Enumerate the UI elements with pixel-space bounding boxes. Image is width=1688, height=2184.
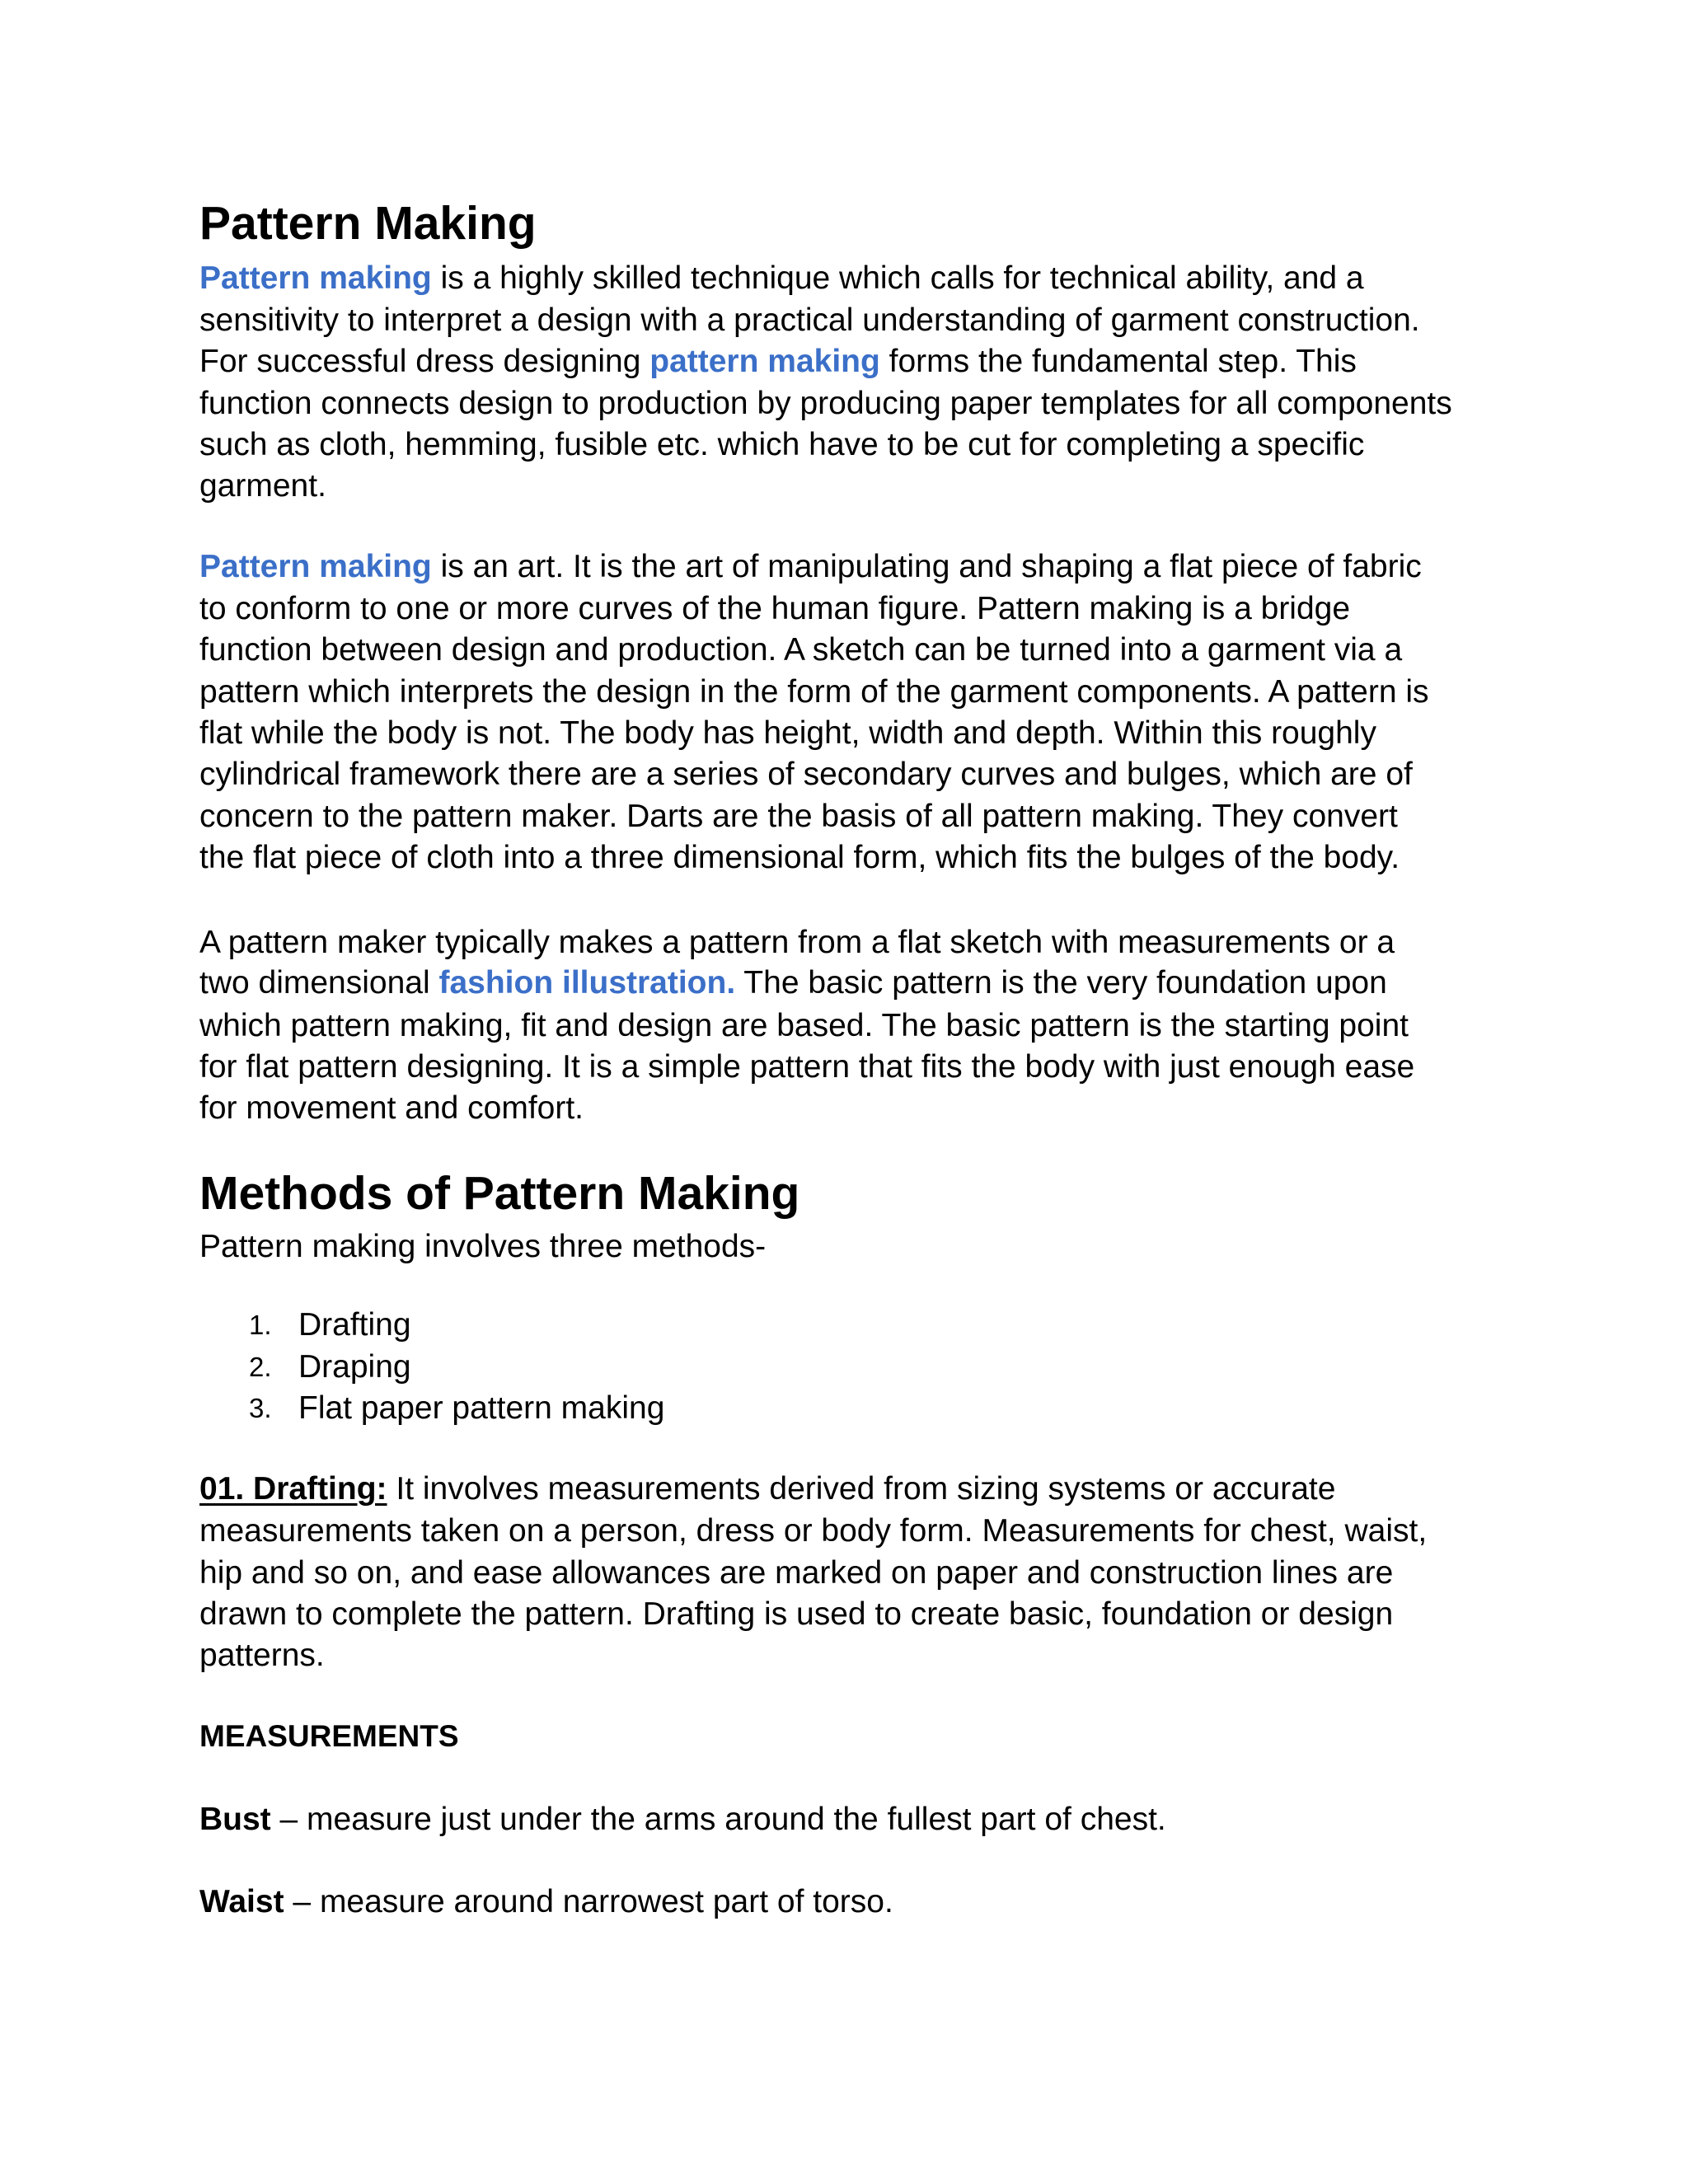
bust-term: Bust: [199, 1802, 271, 1837]
text-line: A pattern maker typically makes a pattern from a flat sketch with measurements or a: [199, 925, 1395, 960]
list-number: 1.: [249, 1310, 272, 1340]
pattern-making-link[interactable]: Pattern making: [199, 549, 432, 584]
text-span: two dimensional: [199, 965, 439, 1001]
list-text: Flat paper pattern making: [298, 1390, 665, 1426]
text-line: patterns.: [199, 1638, 325, 1673]
text-line: the flat piece of cloth into a three dimensional form, which fits the bulges of the body.: [199, 840, 1400, 875]
text-line: [199, 546, 1422, 588]
text-line: drawn to complete the pattern. Drafting is used to create basic, foundation or design: [199, 1596, 1394, 1632]
methods-intro: Pattern making involves three methods-: [199, 1229, 767, 1264]
text-line: [199, 341, 1357, 382]
text-line: flat while the body is not. The body has height, width and depth. Within this roughly: [199, 715, 1376, 751]
waist-term: Waist: [199, 1884, 284, 1919]
text-span: forms the fundamental step. This: [879, 344, 1357, 379]
pattern-making-link[interactable]: pattern making: [649, 344, 880, 379]
text-line: garment.: [199, 468, 326, 504]
pattern-making-link[interactable]: Pattern making: [199, 260, 432, 296]
text-line: function connects design to production by producing paper templates for all components: [199, 386, 1452, 421]
text-line: function between design and production. A sketch can be turned into a garment via a: [199, 632, 1403, 668]
text-span: – measure around narrowest part of torso.: [284, 1884, 893, 1919]
text-line: sensitivity to interpret a design with a practical understanding of garment construction.: [199, 302, 1420, 338]
text-span: For successful dress designing: [199, 344, 650, 379]
list-text: Drafting: [298, 1307, 411, 1343]
text-line: cylindrical framework there are a series of secondary curves and bulges, which are of: [199, 757, 1413, 792]
measurements-heading: MEASUREMENTS: [199, 1719, 459, 1753]
fashion-illustration-link[interactable]: fashion illustration.: [438, 965, 736, 1001]
list-number: 2.: [249, 1352, 272, 1382]
text-line: which pattern making, fit and design are based. The basic pattern is the starting point: [199, 1008, 1409, 1043]
list-number: 3.: [249, 1393, 272, 1423]
page-title: Pattern Making: [199, 197, 537, 250]
text-line: pattern which interprets the design in the form of the garment components. A pattern is: [199, 674, 1429, 710]
section-heading: Methods of Pattern Making: [199, 1167, 800, 1220]
text-line: to conform to one or more curves of the human figure. Pattern making is a bridge: [199, 591, 1351, 626]
text-span: The basic pattern is the very foundation upon: [735, 965, 1387, 1001]
text-span: is a highly skilled technique which calls for technical ability, and a: [431, 260, 1364, 296]
drafting-label: 01. Drafting:: [199, 1471, 387, 1507]
text-line: for movement and comfort.: [199, 1090, 584, 1126]
text-line: hip and so on, and ease allowances are marked on paper and construction lines are: [199, 1555, 1394, 1591]
text-span: – measure just under the arms around the fullest part of chest.: [270, 1802, 1166, 1837]
text-line: [199, 1469, 1335, 1510]
text-line: for flat pattern designing. It is a simple pattern that fits the body with just enough ease: [199, 1049, 1415, 1085]
bust-definition: [199, 1799, 1166, 1840]
list-text: Draping: [298, 1349, 411, 1385]
text-line: [199, 963, 1387, 1004]
text-line: measurements taken on a person, dress or body form. Measurements for chest, waist,: [199, 1513, 1428, 1549]
text-span: is an art. It is the art of manipulating and shaping a flat piece of fabric: [431, 549, 1422, 584]
text-line: concern to the pattern maker. Darts are the basis of all pattern making. They convert: [199, 799, 1398, 834]
waist-definition: [199, 1882, 893, 1923]
text-line: [199, 258, 1364, 299]
text-span: It involves measurements derived from sizing systems or accurate: [387, 1471, 1336, 1507]
text-line: such as cloth, hemming, fusible etc. which have to be cut for completing a specific: [199, 427, 1365, 462]
